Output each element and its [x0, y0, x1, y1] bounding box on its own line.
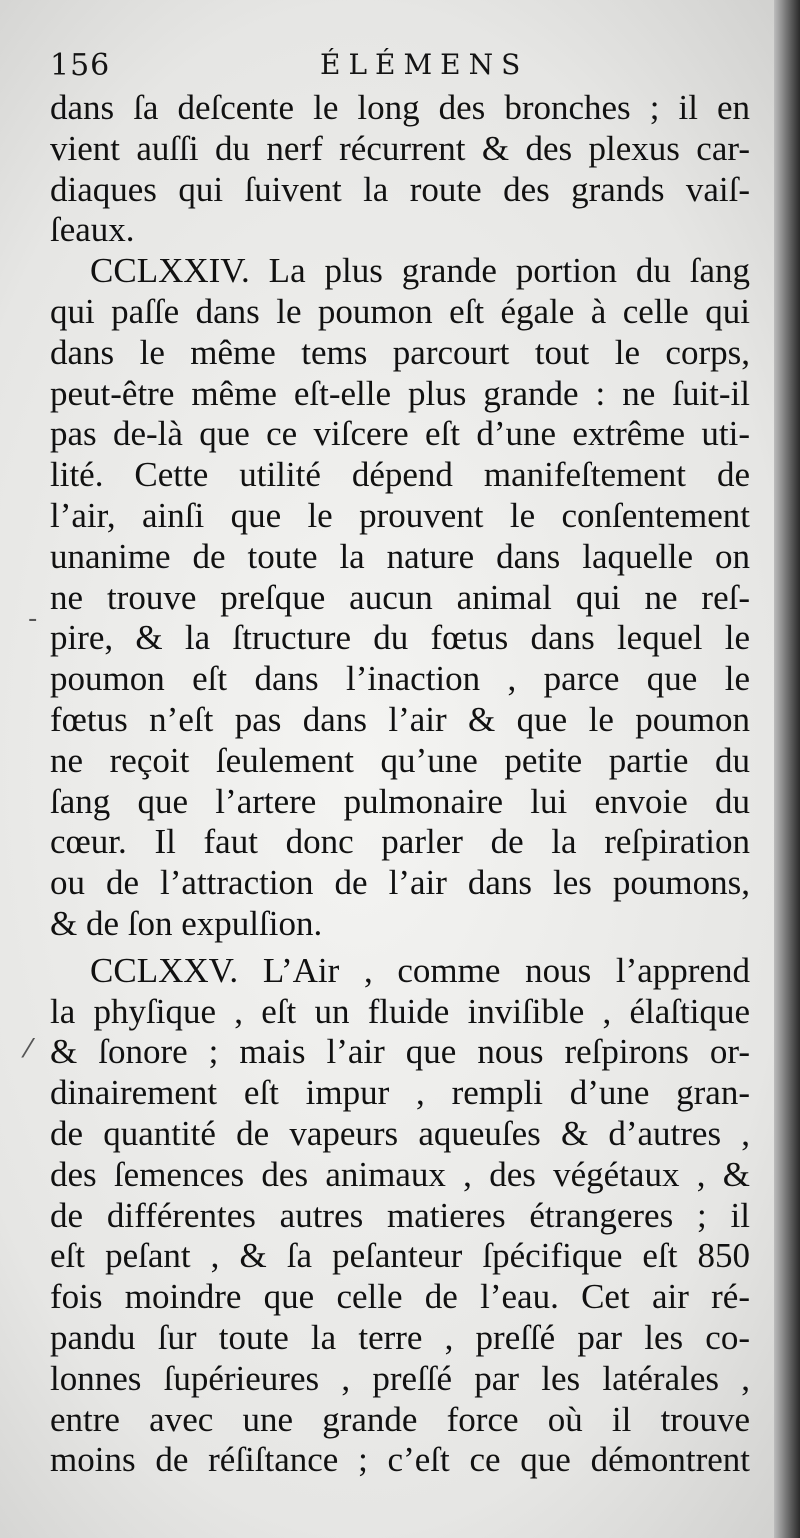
- text-line: entre avec une grande force où il trouve: [50, 1399, 750, 1439]
- text-line: dans le même tems parcourt tout le corps,: [50, 332, 750, 372]
- text-line: lité. Cette utilité dépend manifeſtement de: [50, 455, 750, 495]
- page-header: [50, 48, 750, 90]
- text-line: diaques qui ſuivent la route des grands vaiſ-: [50, 169, 750, 209]
- text-line: ne reçoit ſeulement qu’une petite partie du: [50, 740, 750, 780]
- text-line: l’air, ainſi que le prouvent le conſentement: [50, 495, 750, 535]
- text-line: poumon eſt dans l’inaction , parce que le: [50, 659, 750, 699]
- text-line: vient auſſi du nerf récurrent & des plexus car-: [50, 128, 750, 168]
- margin-slash-mark: ⁄: [26, 1034, 31, 1064]
- page-number: 156: [50, 48, 111, 83]
- paragraph-start-cclxxv: CCLXXV. L’Air , comme nous l’apprend: [90, 950, 750, 990]
- text-line: de quantité de vapeurs aqueuſes & d’autres ,: [50, 1113, 750, 1153]
- text-line: ne trouve preſque aucun animal qui ne reſ-: [50, 577, 750, 617]
- text-line: dans ſa deſcente le long des bronches ; il en: [50, 88, 750, 127]
- text-line: des ſemences des animaux , des végétaux , &: [50, 1154, 750, 1194]
- text-line: ou de l’attraction de l’air dans les poumons,: [50, 863, 750, 903]
- text-line: cœur. Il faut donc parler de la reſpiration: [50, 822, 750, 862]
- text-line: moins de réſiſtance ; c’eſt ce que démontrent: [50, 1440, 750, 1480]
- margin-dash-mark: -: [28, 604, 38, 634]
- text-line: unanime de toute la nature dans laquelle on: [50, 536, 750, 576]
- text-line: de différentes autres matieres étrangeres ; il: [50, 1195, 750, 1235]
- text-line: pire, & la ſtructure du fœtus dans lequel le: [50, 618, 750, 658]
- text-line: ſang que l’artere pulmonaire lui envoie du: [50, 781, 750, 821]
- text-line: ſeaux.: [50, 210, 135, 250]
- text-line: & de ſon expulſion.: [50, 903, 323, 943]
- binding-gutter: [774, 0, 800, 1538]
- text-line: fois moindre que celle de l’eau. Cet air ré-: [50, 1277, 750, 1317]
- text-line: eſt peſant , & ſa peſanteur ſpécifique eſt 850: [50, 1236, 750, 1276]
- paragraph-start-cclxxiv: CCLXXIV. La plus grande portion du ſang: [90, 251, 750, 291]
- body-text: [50, 88, 750, 1481]
- text-line: dinairement eſt impur , rempli d’une gran-: [50, 1073, 750, 1113]
- text-line: pandu ſur toute la terre , preſſé par les co-: [50, 1317, 750, 1357]
- text-line: lonnes ſupérieures , preſſé par les latérales ,: [50, 1358, 750, 1398]
- running-head: ÉLÉMENS: [320, 48, 529, 81]
- text-line: & ſonore ; mais l’air que nous reſpirons or-: [50, 1032, 750, 1072]
- text-line: fœtus n’eſt pas dans l’air & que le poumon: [50, 699, 750, 739]
- text-line: la phyſique , eſt un fluide inviſible , élaſtique: [50, 991, 750, 1031]
- text-line: peut-être même eſt-elle plus grande : ne ſuit-il: [50, 373, 750, 413]
- text-line: qui paſſe dans le poumon eſt égale à celle qui: [50, 291, 750, 331]
- text-line: pas de-là que ce viſcere eſt d’une extrême uti-: [50, 414, 750, 454]
